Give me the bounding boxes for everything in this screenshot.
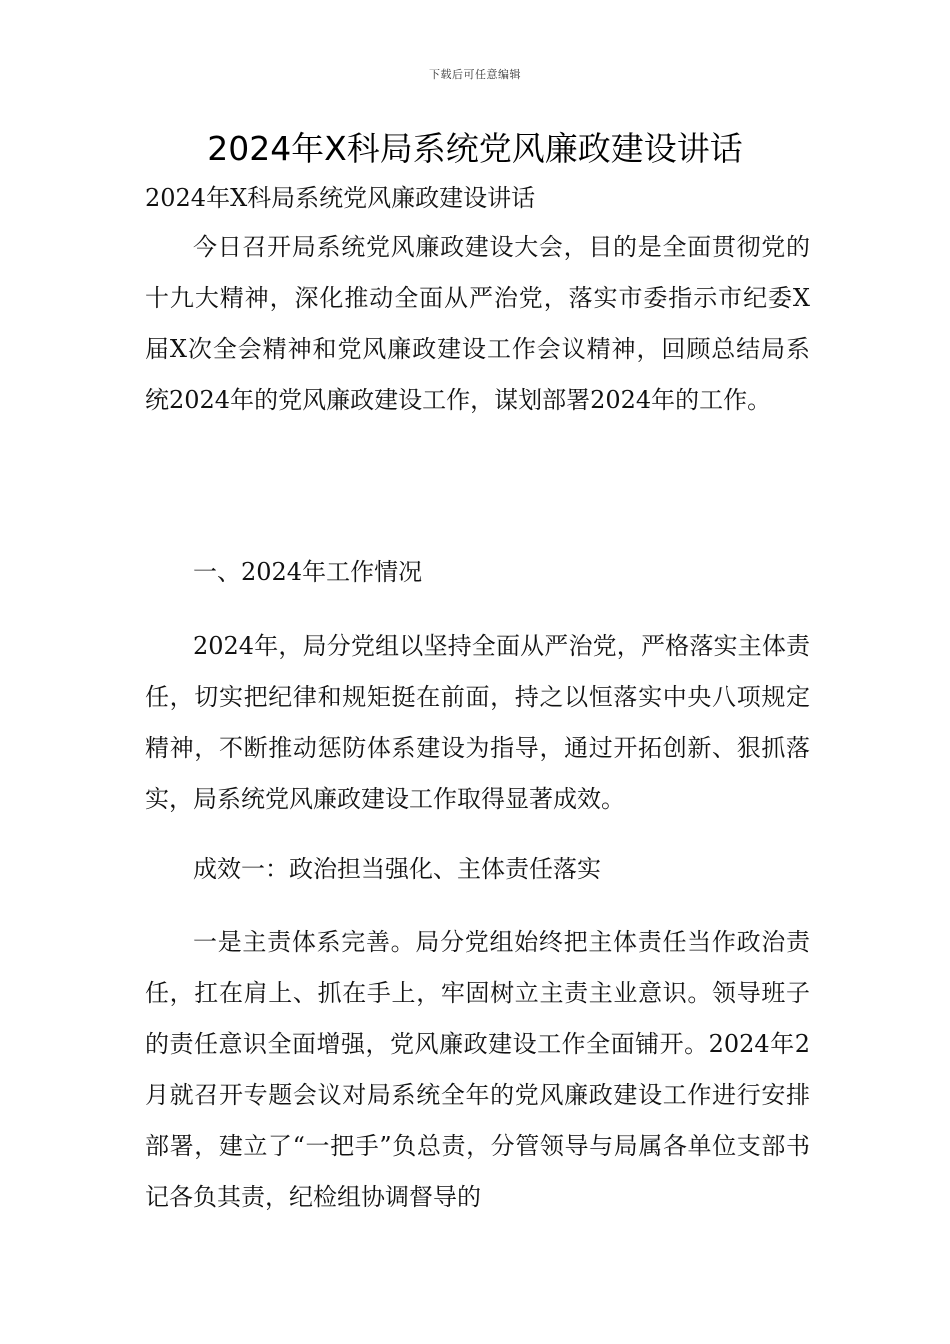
paragraph-summary: 2024年，局分党组以坚持全面从严治党，严格落实主体责任，切实把纪律和规矩挺在前面，持之以恒落实中央八项规定精神，不断推动惩防体系建设为指导，通过开拓创新、狠抓落实，局系统党风廉政建设工作取得显著成效。 (145, 632, 810, 813)
paragraph-introduction: 今日召开局系统党风廉政建设大会，目的是全面贯彻党的十九大精神，深化推动全面从严治党，落实市委指示市纪委X届X次全会精神和党风廉政建设工作会议精神，回顾总结局系统2024年的党风廉政建设工作，谋划部署2024年的工作。 (145, 233, 810, 414)
subsection-heading: 成效一：政治担当强化、主体责任落实 (193, 855, 601, 883)
header-note: 下载后可任意编辑 (429, 68, 521, 81)
page-title: 2024年X科局系统党风廉政建设讲话 (207, 129, 743, 168)
section-heading: 一、2024年工作情况 (193, 558, 423, 586)
document-subtitle: 2024年X科局系统党风廉政建设讲话 (145, 184, 536, 212)
paragraph-detail: 一是主责体系完善。局分党组始终把主体责任当作政治责任，扛在肩上、抓在手上，牢固树立主责主业意识。领导班子的责任意识全面增强，党风廉政建设工作全面铺开。2024年2月就召开专题会议对局系统全年的党风廉政建设工作进行安排部署，建立了“一把手”负总责，分管领导与局属各单位支部书记各负其责，纪检组协调督导的 (145, 928, 810, 1211)
